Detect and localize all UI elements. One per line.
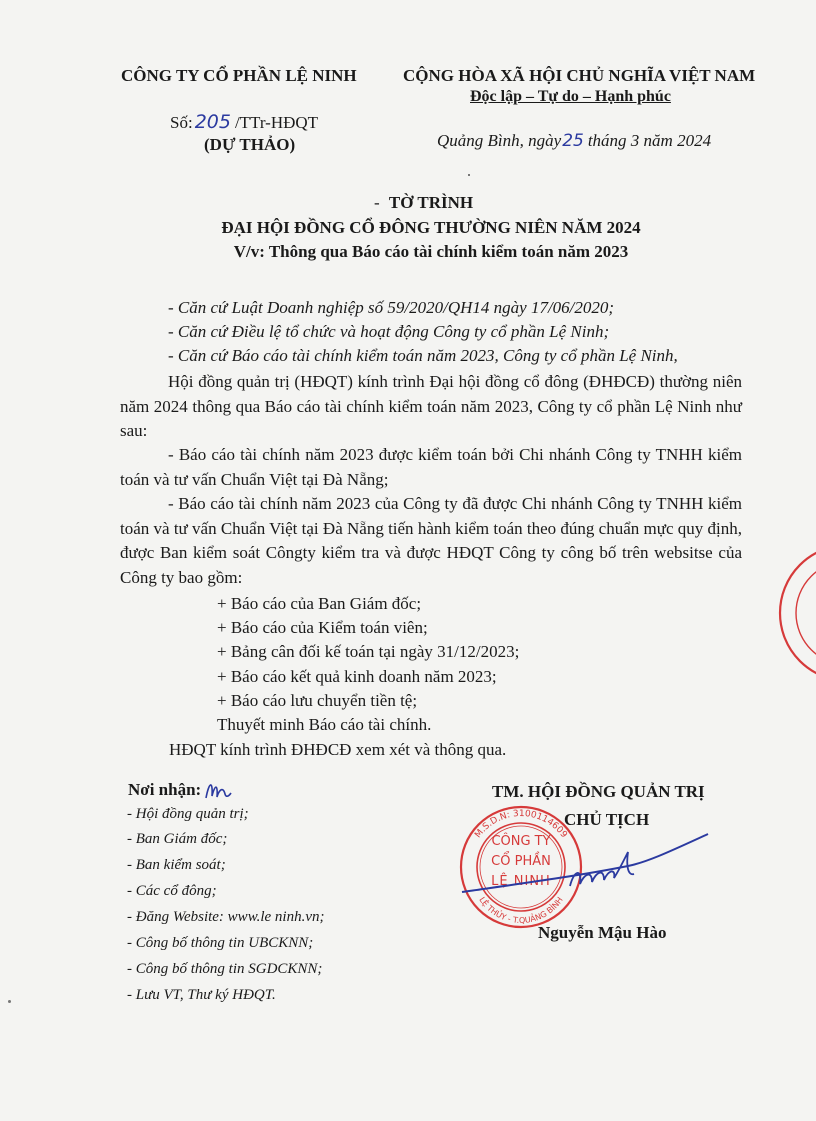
recipient-item: - Công bố thông tin UBCKNN;: [127, 935, 314, 951]
day-handwritten: 25: [562, 131, 584, 151]
place-date-suffix: tháng 3 năm 2024: [587, 131, 712, 150]
report-item: Thuyết minh Báo cáo tài chính.: [217, 715, 432, 734]
number-suffix: /TTr-HĐQT: [234, 113, 319, 132]
report-item: + Báo cáo của Kiểm toán viên;: [217, 618, 428, 637]
recipient-item: - Ban kiểm soát;: [127, 857, 226, 873]
legal-basis-3: - Căn cứ Báo cáo tài chính kiểm toán năm 2023, Công ty cổ phần Lệ Ninh,: [168, 346, 678, 365]
draft-label: (DỰ THẢO): [204, 135, 296, 154]
title-dash: -: [374, 193, 380, 212]
stamp-line-3: LỆ NINH: [491, 874, 551, 889]
place-date-prefix: Quảng Bình, ngày: [437, 131, 562, 150]
report-item: + Báo cáo lưu chuyển tiền tệ;: [217, 691, 418, 710]
speck: [8, 1000, 11, 1003]
number-prefix: Số:: [170, 113, 193, 132]
signer-name: Nguyễn Mậu Hào: [538, 923, 667, 942]
recipient-item: - Đăng Website: www.le ninh.vn;: [127, 909, 325, 925]
recipients-label-text: Nơi nhận:: [128, 780, 202, 799]
recipients-label: [128, 780, 201, 800]
place-date: [437, 131, 711, 151]
doc-title-assembly: ĐẠI HỘI ĐỒNG CỔ ĐÔNG THƯỜNG NIÊN NĂM 2024: [221, 218, 641, 237]
republic-name: CỘNG HÒA XÃ HỘI CHỦ NGHĨA VIỆT NAM: [403, 66, 756, 85]
legal-basis-1: - Căn cứ Luật Doanh nghiệp số 59/2020/QH14 ngày 17/06/2020;: [168, 298, 615, 317]
doc-title: TỜ TRÌNH: [388, 193, 474, 212]
signature-role: CHỦ TỊCH: [564, 810, 650, 829]
stamp-line-2: CỔ PHẦN: [491, 854, 551, 869]
point-1: - Báo cáo tài chính năm 2023 được kiểm toán bởi Chi nhánh Công ty TNHH kiểm toán và tư vấn Chuẩn Việt tại Đà Nẵng;: [120, 445, 742, 489]
stamp-ring-top: M.S.D.N: 3100114609: [473, 808, 569, 841]
stamp-ring-bottom: LỆ THỦY - T.QUẢNG BÌNH: [477, 895, 565, 926]
initials-signature: [203, 776, 233, 804]
report-item: + Báo cáo của Ban Giám đốc;: [217, 594, 422, 613]
national-motto: Độc lập – Tự do – Hạnh phúc: [470, 88, 671, 105]
doc-subject: V/v: Thông qua Báo cáo tài chính kiểm toán năm 2023: [233, 242, 629, 261]
speck: [468, 174, 470, 176]
report-item: + Báo cáo kết quả kinh doanh năm 2023;: [217, 667, 497, 686]
recipient-item: - Lưu VT, Thư ký HĐQT.: [127, 987, 276, 1003]
document-number: [170, 111, 318, 133]
point-2: - Báo cáo tài chính năm 2023 của Công ty đã được Chi nhánh Công ty TNHH kiểm toán và tư vấn Chuẩn Việt tại Đà Nẵng tiến hành kiểm toán theo đúng chuẩn mực quy định, được Ban kiểm soát Côngty kiểm tra và được HĐQT Công ty công bố trên websitse của Công ty bao gồm:: [120, 494, 742, 587]
recipient-item: - Ban Giám đốc;: [127, 831, 228, 847]
signature-on-behalf: TM. HỘI ĐỒNG QUẢN TRỊ: [492, 782, 705, 801]
recipient-item: - Hội đồng quản trị;: [127, 806, 249, 822]
recipient-item: - Công bố thông tin SGDCKNN;: [127, 961, 323, 977]
closing-line: HĐQT kính trình ĐHĐCĐ xem xét và thông qua.: [169, 740, 507, 759]
report-item: + Bảng cân đối kế toán tại ngày 31/12/2023;: [217, 642, 520, 661]
seam-stamp: [776, 538, 816, 688]
recipient-item: - Các cổ đông;: [127, 883, 217, 899]
number-handwritten: 205: [194, 111, 231, 133]
chairman-signature: [458, 820, 718, 900]
legal-basis-2: - Căn cứ Điều lệ tổ chức và hoạt động Công ty cổ phần Lệ Ninh;: [168, 322, 610, 341]
stamp-line-1: CÔNG TY: [491, 834, 551, 849]
company-name: CÔNG TY CỔ PHẦN LỆ NINH: [121, 66, 357, 85]
intro-paragraph: Hội đồng quản trị (HĐQT) kính trình Đại hội đồng cổ đông (ĐHĐCĐ) thường niên năm 2024 thông qua Báo cáo tài chính kiểm toán năm 2023, Công ty cổ phần Lệ Ninh như sau:: [120, 372, 742, 440]
